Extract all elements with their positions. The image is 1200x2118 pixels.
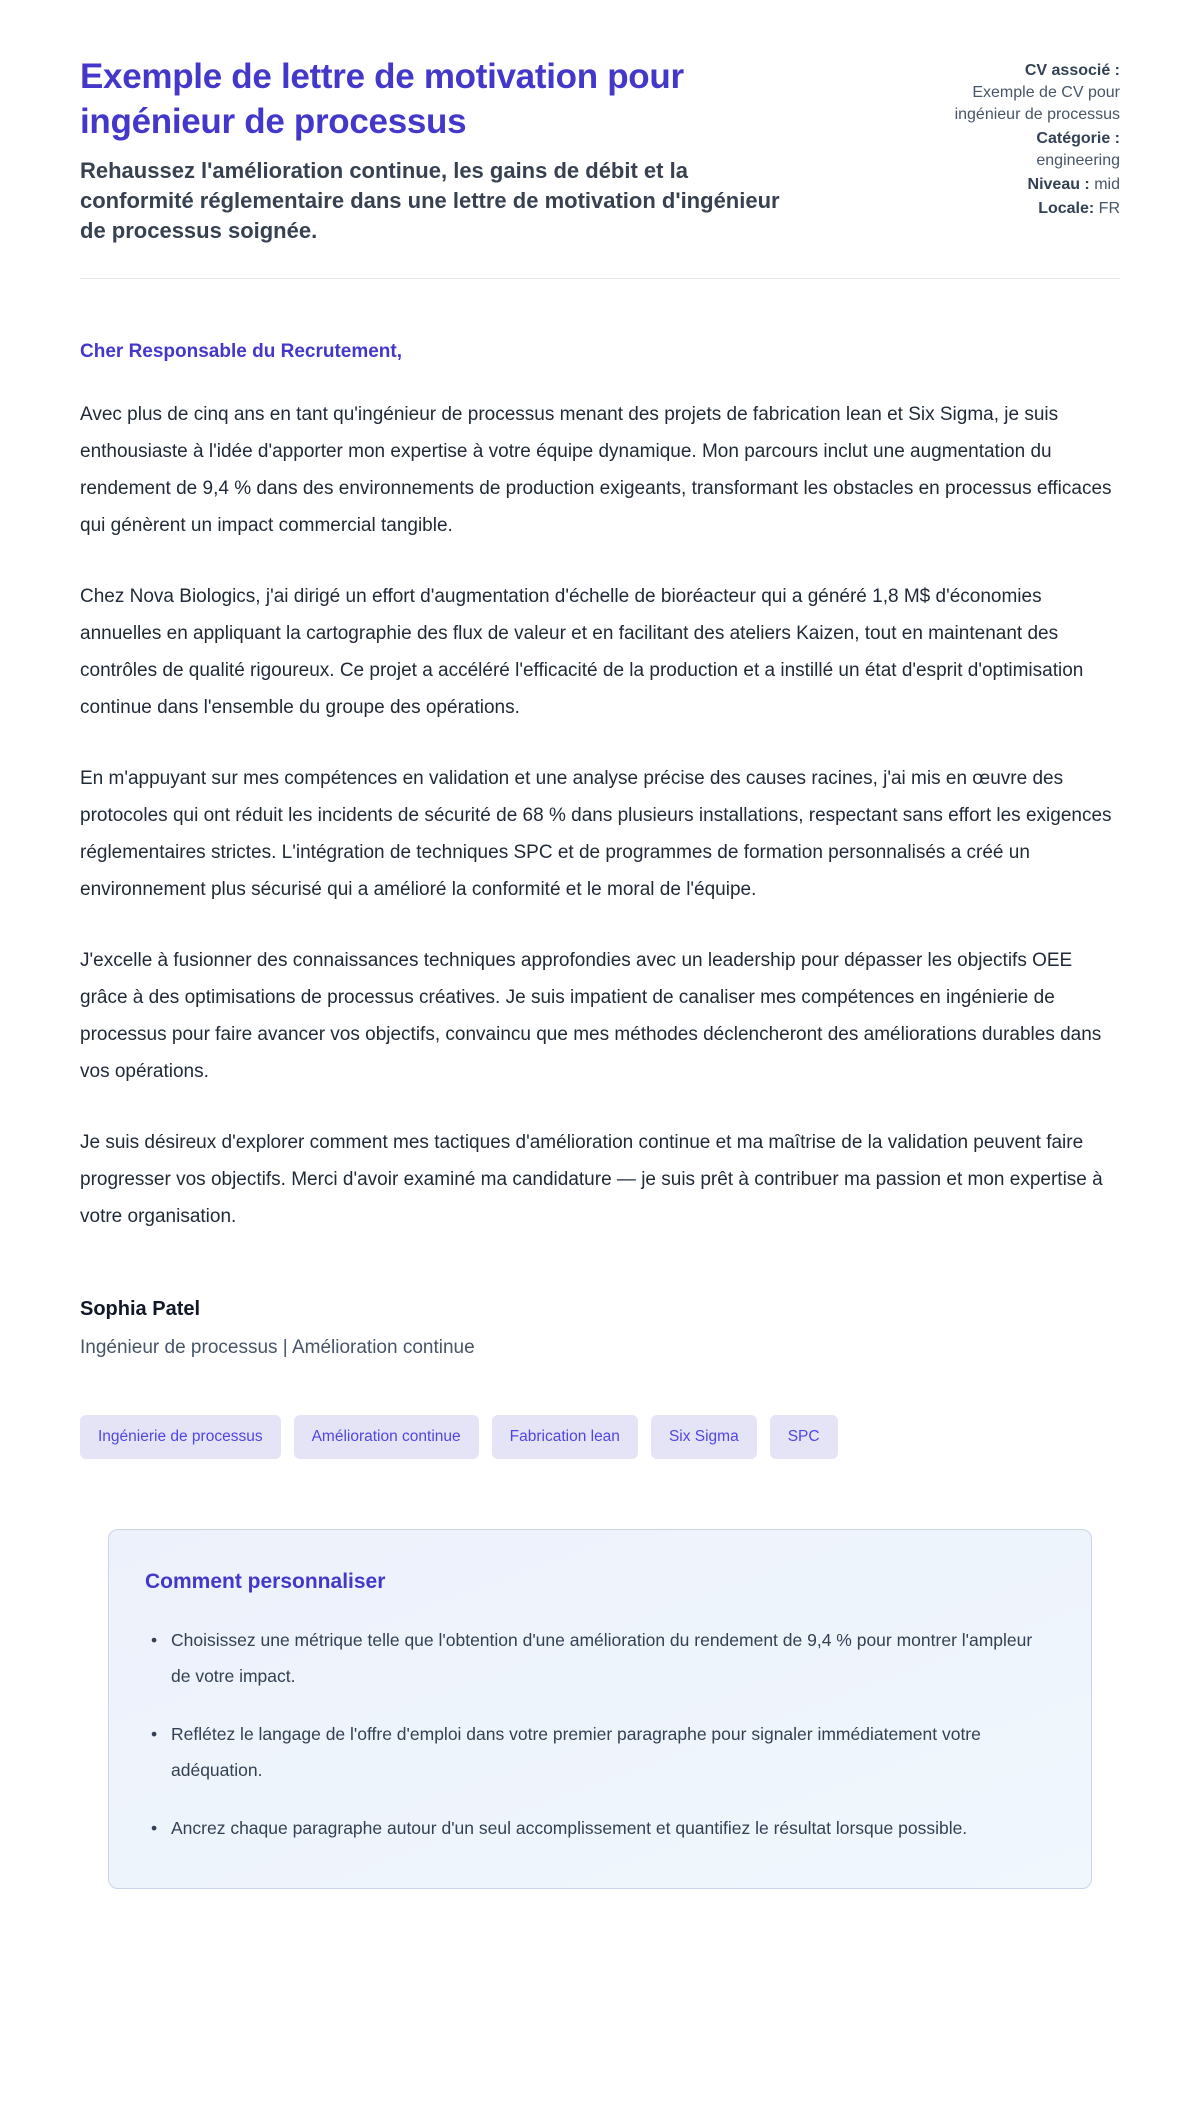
tag-chip-continuous-improvement[interactable]: Amélioration continue [294,1415,479,1459]
meta-label-cv: CV associé : [1024,62,1120,79]
meta-item-category [920,128,1120,172]
letter-paragraph-2: Chez Nova Biologics, j'ai dirigé un effort d'augmentation d'échelle de bioréacteur qui a généré 1,8 M$ d'économies annuelles en appliquant la cartographie des flux de valeur et en facilitant des ateliers Kaizen, tout en maintenant des contrôles de qualité rigoureux. Ce projet a accéléré l'efficacité de la production et a instillé un état d'esprit d'optimisation continue dans l'ensemble du groupe des opérations. [80,586,1084,718]
header-title-block [80,54,790,246]
meta-label-category: Catégorie : [1036,130,1120,147]
meta-value-category: engineering [1036,152,1120,169]
tag-list [80,1415,1120,1459]
page-title: Exemple de lettre de motivation pour ingénieur de processus [80,57,684,141]
meta-panel [920,60,1120,246]
tag-chip-spc[interactable]: SPC [770,1415,838,1459]
tag-chip-six-sigma[interactable]: Six Sigma [651,1415,757,1459]
tag-chip-process-engineering[interactable]: Ingénierie de processus [80,1415,281,1459]
callout-bullet-1: • Choisissez une métrique telle que l'obtention d'une amélioration du rendement de 9,4 % pour montrer l'ampleur de votre impact. [145,1622,1055,1694]
letter-body [80,341,1120,1889]
callout-title: Comment personnaliser [145,1569,386,1593]
callout-bullet-3: • Ancrez chaque paragraphe autour d'un seul accomplissement et quantifiez le résultat lorsque possible. [145,1810,1055,1846]
letter-greeting: Cher Responsable du Recrutement, [80,341,403,362]
meta-label-level: Niveau : [1027,176,1090,193]
page-subtitle: Rehaussez l'amélioration continue, les gains de débit et la conformité réglementaire dans une lettre de motivation d'ingénieur de processus soignée. [80,158,780,243]
header-divider [80,278,1120,279]
letter-paragraph-5: Je suis désireux d'explorer comment mes tactiques d'amélioration continue et ma maîtrise de la validation peuvent faire progresser vos objectifs. Merci d'avoir examiné ma candidature — je suis prêt à contribuer ma passion et mon expertise à votre organisation. [80,1132,1103,1227]
header [80,54,1120,246]
callout-bullet-list [145,1622,1055,1846]
signature-name: Sophia Patel [80,1298,201,1320]
letter-paragraph-1: Avec plus de cinq ans en tant qu'ingénieur de processus menant des projets de fabrication lean et Six Sigma, je suis enthousiaste à l'idée d'apporter mon expertise à votre équipe dynamique. Mon parcours inclut une augmentation du rendement de 9,4 % dans des environnements de production exigeants, transformant les obstacles en processus efficaces qui génèrent un impact commercial tangible. [80,404,1112,536]
letter-paragraph-3: En m'appuyant sur mes compétences en validation et une analyse précise des causes racines, j'ai mis en œuvre des protocoles qui ont réduit les incidents de sécurité de 68 % dans plusieurs installations, respectant sans effort les exigences réglementaires strictes. L'intégration de techniques SPC et de programmes de formation personnalisés a créé un environnement plus sécurisé qui a amélioré la conformité et le moral de l'équipe. [80,768,1112,900]
customize-callout [108,1529,1092,1889]
content-container [80,0,1120,1959]
meta-value-level: mid [1094,176,1120,193]
callout-bullet-2: • Reflétez le langage de l'offre d'emploi dans votre premier paragraphe pour signaler immédiatement votre adéquation. [145,1716,1055,1788]
meta-value-cv: Exemple de CV pour ingénieur de processus [954,84,1120,123]
meta-label-locale: Locale: [1038,200,1095,217]
meta-value-locale: FR [1098,200,1120,217]
meta-item-locale [920,198,1120,220]
meta-item-cv [920,60,1120,126]
letter-paragraph-4: J'excelle à fusionner des connaissances techniques approfondies avec un leadership pour dépasser les objectifs OEE grâce à des optimisations de processus créatives. Je suis impatient de canaliser mes compétences en ingénierie de processus pour faire avancer vos objectifs, convaincu que mes méthodes déclencheront des améliorations durables dans vos opérations. [80,950,1102,1082]
signature-role: Ingénieur de processus | Amélioration continue [80,1337,475,1358]
meta-item-level [920,174,1120,196]
tag-chip-lean-manufacturing[interactable]: Fabrication lean [492,1415,638,1459]
